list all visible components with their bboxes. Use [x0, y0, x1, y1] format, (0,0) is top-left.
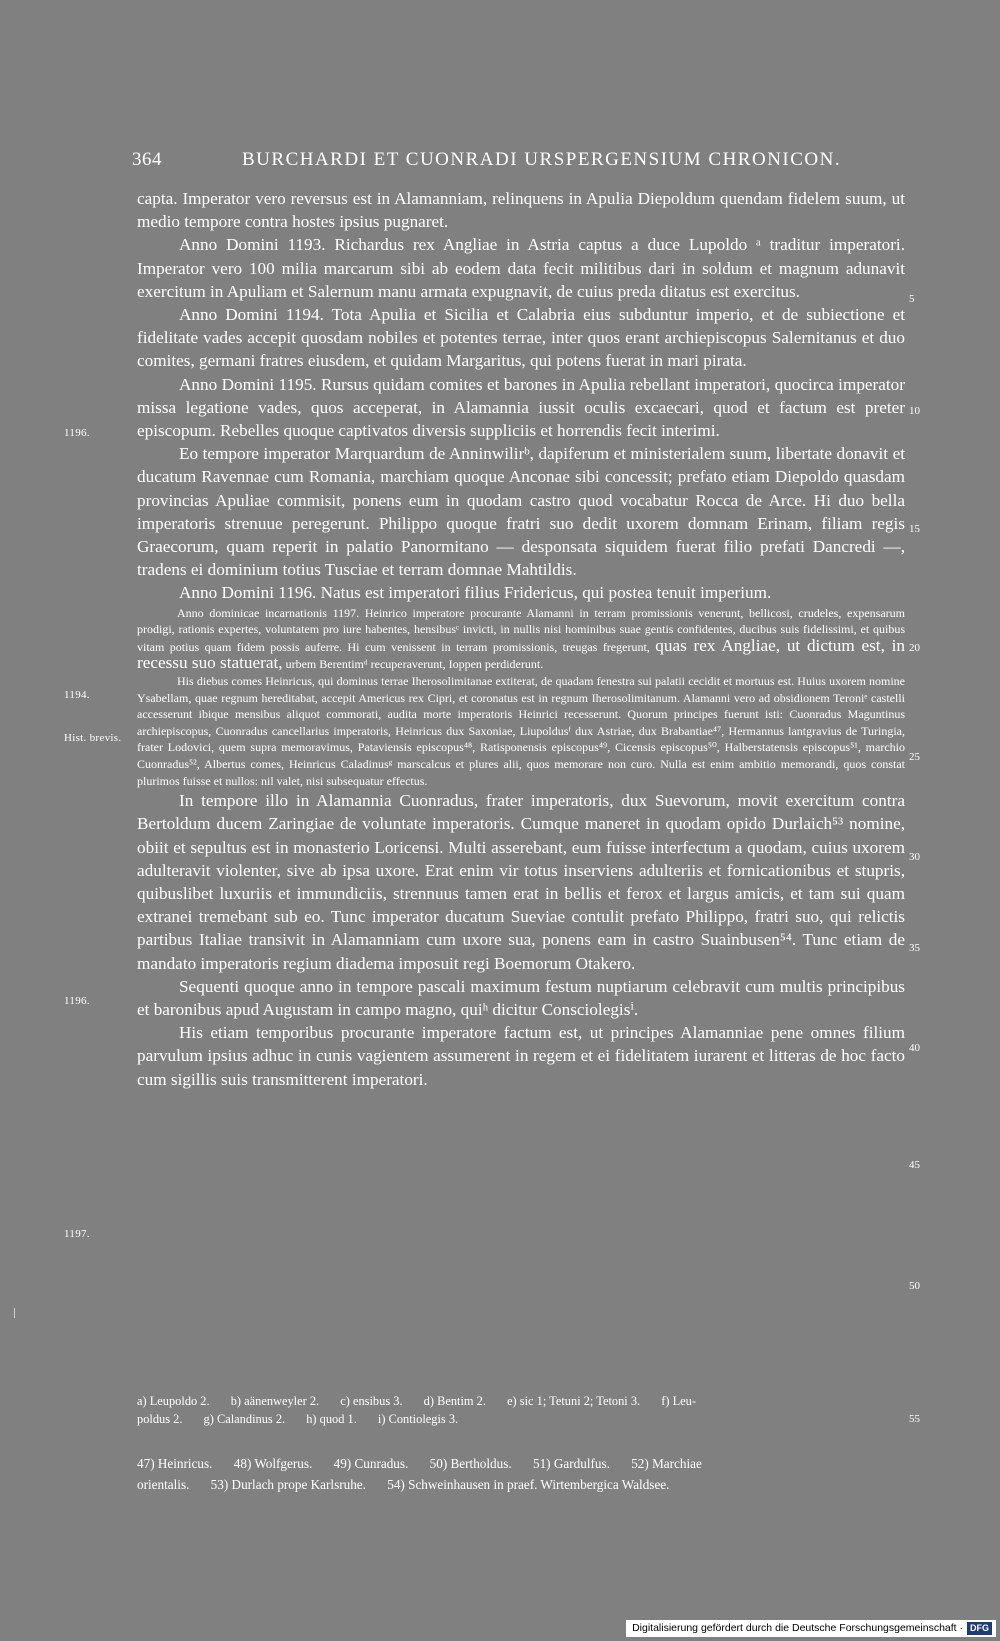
commentary-notes [137, 1453, 917, 1495]
paragraph-final: His etiam temporibus procurante imperatore factum est, ut principes Alamanniae pene omnes filium parvulum ipsius adhuc in cunis vagientem assumerent in regem et ei fidelitatem iurarent et litteras de hoc facto cum sigillis suis transmitterent imperatori. [137, 1023, 905, 1089]
apparatus-c: c) ensibus 3. [340, 1394, 403, 1408]
apparatus-a: a) Leupoldo 2. [137, 1394, 210, 1408]
footer-text: Digitalisierung gefördert durch die Deutsche Forschungsgemeinschaft · [632, 1622, 963, 1634]
line-number-20: 20 [909, 642, 920, 654]
note-52: 52) Marchiae [631, 1456, 702, 1471]
note-52-cont: orientalis. [137, 1477, 190, 1492]
line-number-30: 30 [909, 851, 920, 863]
note-53: 53) Durlach prope Karlsruhe. [210, 1477, 366, 1492]
line-number-40: 40 [909, 1042, 920, 1054]
main-text [137, 187, 905, 1091]
apparatus-line-2 [137, 1410, 917, 1428]
notes-line-2 [137, 1474, 917, 1495]
margin-mark [14, 1308, 15, 1318]
line-number-10: 10 [909, 405, 920, 417]
margin-year-1194: 1194. [64, 689, 90, 701]
line-number-25: 25 [909, 751, 920, 763]
note-54: 54) Schweinhausen in praef. Wirtembergica Waldsee. [387, 1477, 670, 1492]
margin-year-1196: 1196. [64, 427, 90, 439]
apparatus-line-1 [137, 1392, 917, 1410]
apparatus-g: g) Calandinus 2. [203, 1412, 286, 1426]
historia-brevis-2: His diebus comes Heinricus, qui dominus terrae Iherosolimitanae extiterat, de quadam fenestra sui palatii cecidit et mortuus est. Huius uxorem nomine Ysabellam, quae regnum hereditabat, accepit Americus rex Cipri, et coronatus est in regnum Iherosolimitanum. Alamanni vero ad obsidionem Teroniᵉ castelli accesserunt ibique mensibus aliquot commorati, audita morte imperatoris Heinrici recesserunt. Quorum principes fuerunt isti: Cuonradus Maguntinus archiepiscopus, Cuonradus cancellarius imperatoris, Heinricus dux Saxoniae, Liupoldusᶠ dux Astriae, dux Brabantiae⁴⁷, Hermannus lantgravius de Turingia, frater Lodovici, quem supra memoravimus, Pataviensis episcopus⁴⁸, Ratisponensis episcopus⁴⁹, Cicensis episcopus⁵⁰, Halberstatensis episcopus⁵¹, marchio Cuonradus⁵², Albertus comes, Heinricus Caladinusᵍ marscalcus et plures alii, quos memorare non curo. Nulla est enim ambitio memorandi, quos constat plurimos fuisse et nullos: nil valet, nisi subsequatur effectus. [137, 674, 905, 788]
apparatus-b: b) aänenweyler 2. [230, 1394, 320, 1408]
line-number-50: 50 [909, 1280, 920, 1292]
paragraph-1: capta. Imperator vero reversus est in Alamanniam, relinquens in Apulia Diepoldum quendam fidelem suum, ut medio tempore contra hostes ipsius pugnaret. [137, 189, 905, 232]
notes-line-1 [137, 1453, 917, 1474]
margin-hist-brevis: Hist. brevis. [64, 732, 122, 744]
note-48: 48) Wolfgerus. [233, 1456, 313, 1471]
paragraph-1197: Sequenti quoque anno in tempore pascali maximum festum nuptiarum celebravit cum multis principibus et baronibus apud Augustam in campo magno, quiʰ dicitur Consciolegisⁱ. [137, 976, 905, 1020]
dfg-footer [626, 1620, 996, 1637]
page-number: 364 [132, 149, 162, 170]
line-number-35: 35 [909, 942, 920, 954]
paragraph-1194: Anno Domini 1194. Tota Apulia et Sicilia et Calabria eius subduntur imperio, et de subiectione et fidelitate vades accepit quosdam nobiles et potentes terrae, inter quos erant archiepiscopus Salernitanus et duo comites, germani fratres eiusdem, et quidam Margaritus, qui potens fuerat in mari pirata. [137, 305, 905, 371]
apparatus-e: e) sic 1; Tetuni 2; Tetoni 3. [507, 1394, 641, 1408]
margin-year-1197: 1197. [64, 1228, 90, 1240]
note-49: 49) Cunradus. [333, 1456, 409, 1471]
critical-apparatus [137, 1392, 917, 1428]
dfg-logo: DFG [967, 1622, 992, 1635]
historia-brevis-lemma: quas rex Angliae, ut dictum est, in recessu suo statuerat, [137, 635, 906, 673]
line-number-5: 5 [909, 293, 915, 305]
apparatus-f-cont: poldus 2. [137, 1412, 183, 1426]
historia-brevis-1-text: Anno dominicae incarnationis 1197. Heinrico imperatore procurante Alamanni in terram promissionis venerunt, bellicosi, crudeles, expensarum prodigi, rationis expertes, voluntatem pro iure habentes, hensibusᶜ invicti, in nullis nisi hominibus suae gentis confidentes, ducibus suis fidelissimi, et quibus vitam potius quam fidem possis auferre. Hi cum venissent in terram promissionis, treugas fregerunt, [137, 605, 905, 654]
apparatus-h: h) quod 1. [306, 1412, 357, 1426]
apparatus-d: d) Bentim 2. [423, 1394, 486, 1408]
paragraph-1193: Anno Domini 1193. Richardus rex Angliae in Astria captus a duce Lupoldo ᵃ traditur imperatori. Imperator vero 100 milia marcarum sibi ab eodem data fecit militibus dari in soldum et magnum adunavit exercitum in Apuliam et Salernum manu armata expugnavit, de cuius preda ditatus est exercitus. [137, 235, 905, 301]
apparatus-i: i) Contiolegis 3. [377, 1412, 459, 1426]
paragraph-cuonradus: In tempore illo in Alamannia Cuonradus, frater imperatoris, dux Suevorum, movit exercitum contra Bertoldum ducem Zaringiae de voluntate imperatoris. Cumque maneret in quodam opido Durlaich⁵³ nomine, obiit et sepultus est in monasterio Loricensi. Multi asserebant, eum fuisse interfectum a quodam, cuius uxorem adulteravit violenter, sive ab ipsa uxore. Erat enim vir totus inserviens adulteriis et fornicationibus et stupris, quibuslibet luxuriis et immundiciis, strennuus tamen erat in bellis et ferox et largus amicis, et tam sui quam extranei tremebant sub eo. Tunc imperator ducatum Sueviae contulit prefato Philippo, fratri suo, qui relictis partibus Italiae transivit in Alamanniam cum uxore sua, ponens eam in castro Suainbusen⁵⁴. Tunc etiam de mandato imperatoris regium diadema imposuit regi Boemorum Otakero. [137, 791, 905, 973]
paragraph-marquard: Eo tempore imperator Marquardum de Anninwilirᵇ, dapiferum et ministerialem suum, libertate donavit et ducatum Ravennae cum Romania, marchiam quoque Anconae sibi concessit; prefato etiam Diepoldo quasdam provincias Apuliae commisit, ponens eum in quodam castro quod vocabatur Rocca de Arce. Hi duo bella imperatoris strenuue peregerunt. Philippo quoque fratri suo dedit uxorem domnam Erinam, filiam regis Graecorum, quam reperit in palatio Panormitano — desponsata siquidem fuerat filio prefati Dancredi —, tradens ei dominium totius Tusciae et terram domnae Mahtildis. [137, 444, 905, 580]
margin-year-1196b: 1196. [64, 995, 90, 1007]
line-number-15: 15 [909, 523, 920, 535]
note-50: 50) Bertholdus. [429, 1456, 512, 1471]
historia-brevis-1 [137, 605, 905, 673]
running-title: BURCHARDI ET CUONRADI URSPERGENSIUM CHRONICON. [242, 149, 842, 170]
apparatus-f: f) Leu- [661, 1394, 696, 1408]
paragraph-1195: Anno Domini 1195. Rursus quidam comites et barones in Apulia rebellant imperatori, quocirca imperator missa legatione vades, quos acceperat, in Alamannia iussit oculis excaecari, quod et factum est preter episcopum. Rebelles quoque captivatos diversis suppliciis et horrendis fecit interimi. [137, 374, 905, 441]
note-47: 47) Heinricus. [137, 1456, 213, 1471]
note-51: 51) Gardulfus. [532, 1456, 610, 1471]
historia-brevis-1-end: urbem Berentimᵈ recuperaverunt, Ioppen perdiderunt. [285, 657, 544, 672]
paragraph-1196: Anno Domini 1196. Natus est imperatori filius Fridericus, qui postea tenuit imperium. [179, 583, 772, 603]
line-number-45: 45 [909, 1159, 920, 1171]
line-number-55: 55 [909, 1413, 920, 1425]
